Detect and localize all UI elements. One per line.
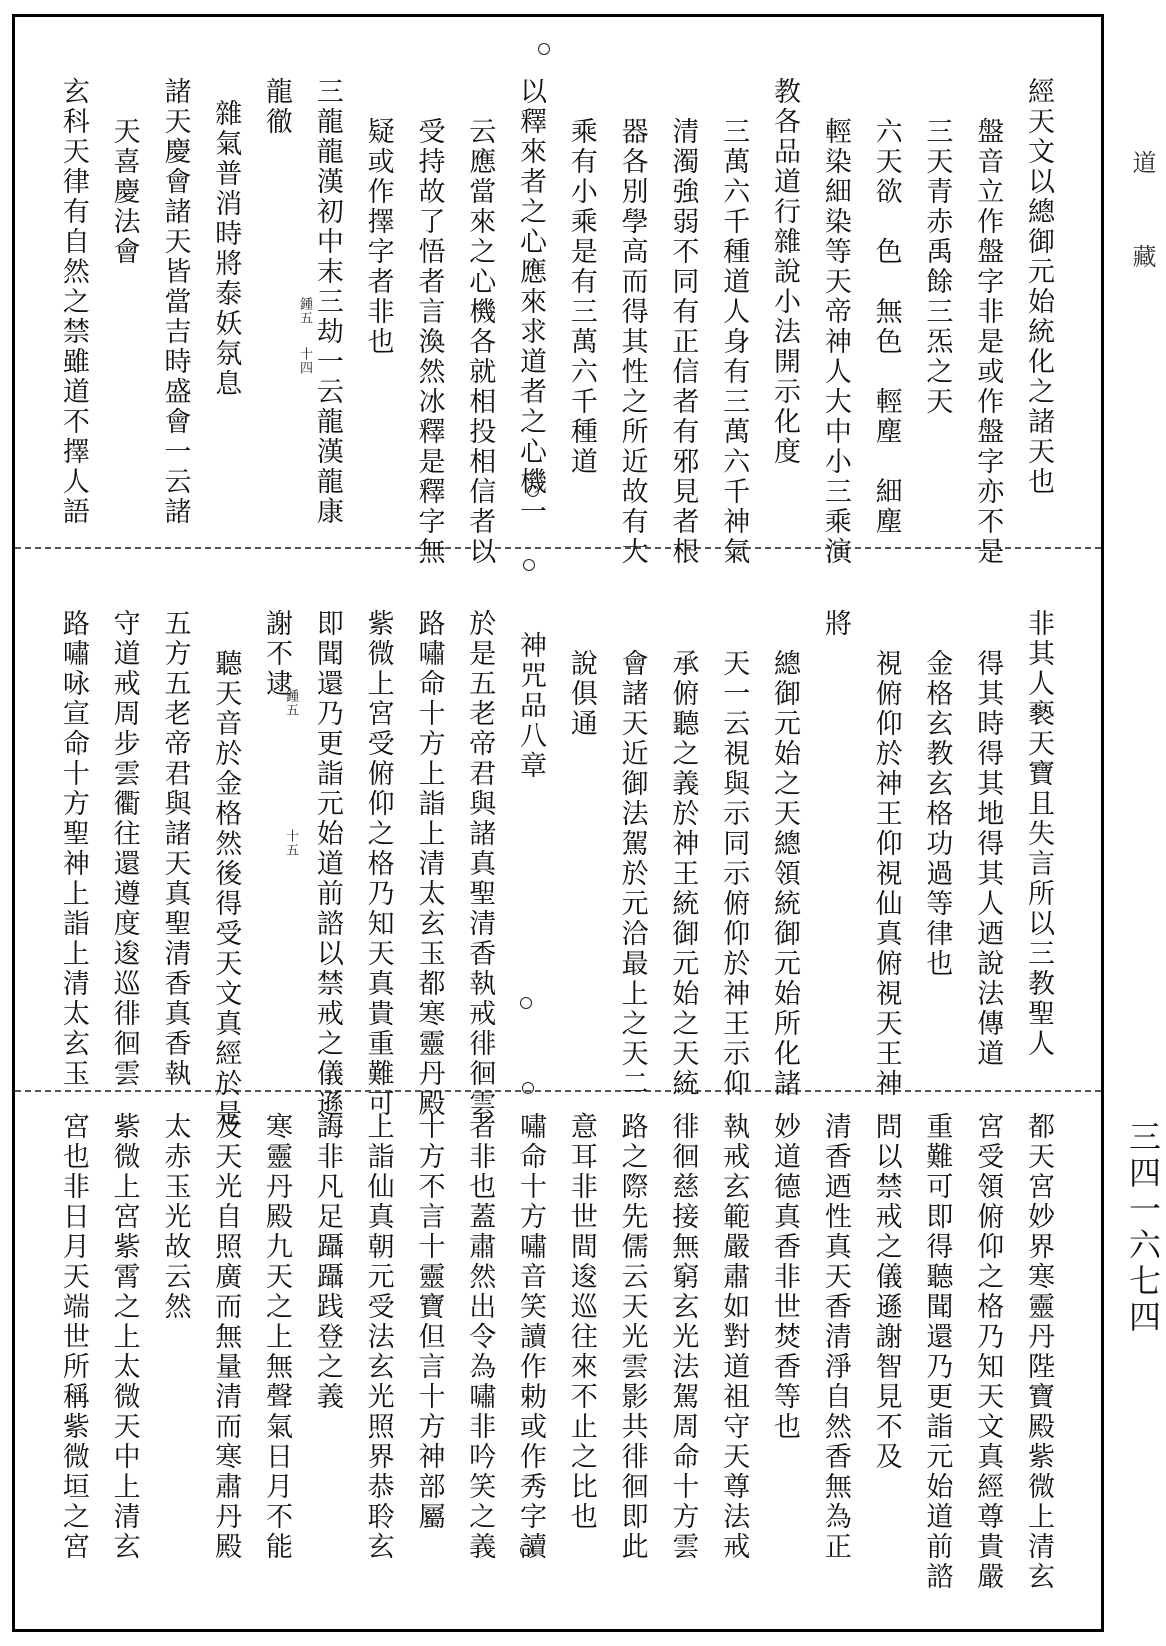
text-column: 清香迺性真天香清淨自然香無為正 (819, 1112, 851, 1562)
text-column: 守道戒周步雲衢往還遵度逡巡徘徊雲 (108, 609, 140, 1089)
page-number: 三四一六七四 (1124, 1120, 1162, 1336)
text-column: 盤音立作盤字非是或作盤字亦不是 (972, 117, 1004, 567)
text-column: 受持故了悟者言渙然冰釋是釋字無 (413, 117, 445, 567)
collection-title: 道藏 (1128, 150, 1156, 338)
text-column: 將 (819, 609, 851, 639)
text-column: 嘯命十方嘯音笑讀作勅或作秀字讀 (515, 1112, 547, 1562)
margin-note: 鍾五 (283, 689, 298, 717)
text-column: 天喜慶法會 (108, 117, 140, 267)
text-columns (55, 1112, 1061, 1592)
text-column: 聽天音於金格然後得受天文真經於是 (210, 649, 242, 1129)
text-columns (55, 609, 1061, 1129)
text-column: 金格玄教玄格功過等律也 (921, 649, 953, 979)
text-column: 以釋來者之心應來求道者之心機一 (515, 77, 547, 527)
text-column: 三龍龍漢初中末三劫一云龍漢龍康 (311, 77, 343, 527)
text-column: 意耳非世間逡巡往來不止之比也 (565, 1112, 597, 1532)
text-column: 說俱通 (565, 649, 597, 739)
punctuation-circle (522, 1082, 534, 1094)
text-column: 三萬六千種道人身有三萬六千神氣 (718, 117, 750, 567)
punctuation-circle (538, 43, 550, 55)
text-column: 都天宮妙界寒靈丹陛寶殿紫微上清玄 (1023, 1112, 1054, 1592)
punctuation-circle (527, 485, 539, 497)
text-column: 路嘯咏宣命十方聖神上詣上清太玄玉 (57, 609, 89, 1089)
punctuation-circle (520, 997, 532, 1009)
text-column: 疑或作擇字者非也 (362, 117, 394, 357)
text-column: 雜氣普消時將泰妖氛息 (210, 99, 242, 399)
text-column: 上詣仙真朝元受法玄光照界恭聆玄 (362, 1112, 394, 1562)
text-column: 承俯聽之義於神王統御元始之天統 (667, 649, 699, 1099)
text-column: 輕染細染等天帝神人大中小三乘演 (819, 117, 851, 567)
text-column: 紫微上宮受俯仰之格乃知天真貴重難可 (362, 609, 394, 1119)
text-column: 誨非凡足躡躡践登之義 (311, 1112, 343, 1412)
text-column: 重難可即得聽聞還乃更詣元始道前諮 (921, 1112, 953, 1592)
margin-note: 鍾五 (297, 297, 312, 325)
text-column: 會諸天近御法駕於元洽最上之天二 (616, 649, 648, 1099)
text-column: 神咒品八章 (515, 631, 547, 781)
text-column: 妙道德真香非世焚香等也 (769, 1112, 801, 1442)
text-column: 六天欲 色 無色 輕塵 細塵 (870, 117, 902, 537)
text-column: 宮受領俯仰之格乃知天文真經尊貴嚴 (972, 1112, 1004, 1592)
text-column: 清濁強弱不同有正信者有邪見者根 (667, 117, 699, 567)
text-column: 非其人褻天寶且失言所以三教聖人 (1023, 609, 1054, 1059)
text-column: 三天青赤禹餘三炁之天 (921, 117, 953, 417)
text-column: 玄科天律有自然之禁雖道不擇人語 (57, 77, 89, 527)
punctuation-circle (523, 559, 535, 571)
margin-note: 十四 (297, 347, 312, 375)
text-column: 及天光自照廣而無量清而寒肅丹殿 (210, 1112, 242, 1562)
text-column: 紫微上宮紫霄之上太微天中上清玄 (108, 1112, 140, 1562)
text-column: 云應當來之心機各就相投相信者以 (464, 117, 496, 567)
text-column: 得其時得其地得其人迺說法傳道 (972, 649, 1004, 1069)
text-column: 徘徊慈接無窮玄光法駕周命十方雲 (667, 1112, 699, 1562)
text-column: 諸天慶會諸天皆當吉時盛會一云諸 (159, 77, 191, 527)
text-panel-bottom (15, 1092, 1101, 1629)
text-column: 經天文以總御元始統化之諸天也 (1023, 77, 1054, 497)
text-column: 乘有小乘是有三萬六千種道 (565, 117, 597, 477)
punctuation-circle (520, 1544, 532, 1556)
text-panel-middle (15, 549, 1101, 1129)
text-column: 視俯仰於神王仰視仙真俯視天王神 (870, 649, 902, 1099)
text-column: 謝不逮 (261, 609, 293, 699)
text-column: 問以禁戒之儀遜謝智見不及 (870, 1112, 902, 1472)
text-column: 天一云視與示同示俯仰於神王示仰 (718, 649, 750, 1099)
text-columns (55, 77, 1061, 567)
text-column: 十方不言十靈寶但言十方神部屬 (413, 1112, 445, 1532)
text-column: 於是五老帝君與諸真聖清香執戒徘徊雲 (464, 609, 496, 1119)
text-panel-top (15, 17, 1101, 567)
text-column: 器各別學高而得其性之所近故有大 (616, 117, 648, 567)
text-column: 五方五老帝君與諸天真聖清香真香執 (159, 609, 191, 1089)
text-column: 太赤玉光故云然 (159, 1112, 191, 1322)
text-column: 即聞還乃更詣元始道前諮以禁戒之儀遜 (311, 609, 343, 1119)
text-column: 者非也蓋肅然出令為嘯非吟笑之義 (464, 1112, 496, 1562)
margin-note: 十五 (283, 829, 298, 857)
text-column: 路之際先儒云天光雲影共徘徊即此 (616, 1112, 648, 1562)
text-column: 教各品道行雜說小法開示化度 (769, 77, 801, 467)
text-column: 龍徹 (261, 77, 293, 137)
text-column: 執戒玄範嚴肅如對道祖守天尊法戒 (718, 1112, 750, 1562)
text-column: 路嘯命十方上詣上清太玄玉都寒靈丹殿 (413, 609, 445, 1119)
text-column: 宮也非日月天端世所稱紫微垣之宮 (57, 1112, 89, 1562)
text-column: 寒靈丹殿九天之上無聲氣日月不能 (261, 1112, 293, 1562)
text-column: 總御元始之天總領統御元始所化諸 (769, 649, 801, 1099)
